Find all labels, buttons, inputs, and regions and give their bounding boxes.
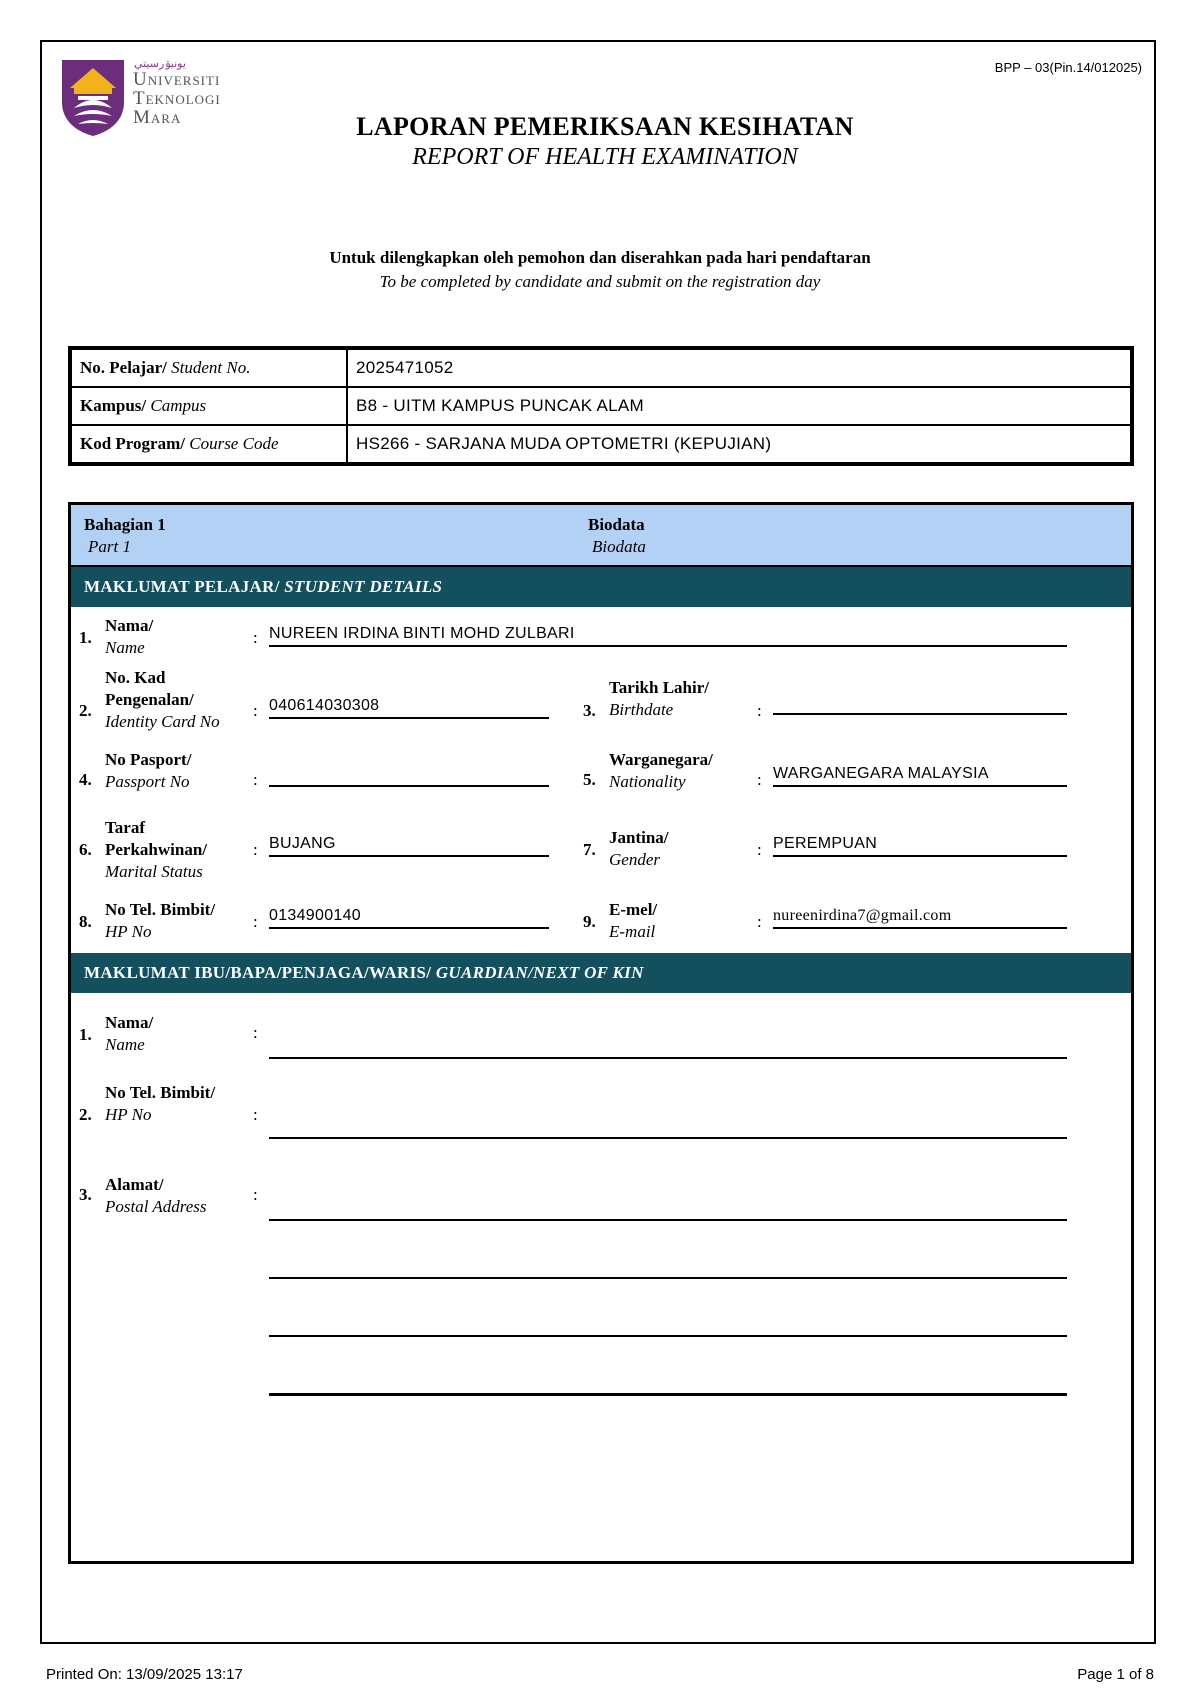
student-name-field[interactable]: NUREEN IRDINA BINTI MOHD ZULBARI bbox=[269, 623, 1067, 647]
guardian-phone-label: No Tel. Bimbit/ HP No bbox=[105, 1083, 216, 1124]
table-row bbox=[70, 425, 1132, 464]
logo-text: Universiti Teknologi Mara bbox=[133, 69, 221, 128]
guardian-address-line-3[interactable] bbox=[269, 1313, 1067, 1337]
field-number: 4. bbox=[79, 770, 92, 789]
title-english: REPORT OF HEALTH EXAMINATION bbox=[412, 144, 798, 170]
field-number: 1. bbox=[79, 1025, 92, 1044]
logo-arabic-text: يونيۏرسيتي bbox=[134, 58, 186, 70]
guardian-address-line-1[interactable] bbox=[269, 1197, 1067, 1221]
section-title: Biodata bbox=[588, 515, 645, 534]
instruction-malay: Untuk dilengkapkan oleh pemohon dan diserahkan pada hari pendaftaran bbox=[329, 248, 871, 267]
guardian-address-line-2[interactable] bbox=[269, 1255, 1067, 1279]
name-label: Nama/ Name bbox=[105, 616, 154, 657]
email-field[interactable]: nureenirdina7@gmail.com bbox=[773, 905, 1067, 929]
field-number: 2. bbox=[79, 701, 92, 720]
page-number: Page 1 of 8 bbox=[1077, 1666, 1154, 1683]
passport-label: No Pasport/ Passport No bbox=[105, 750, 192, 791]
field-number: 3. bbox=[583, 701, 596, 720]
field-number: 1. bbox=[79, 628, 92, 647]
course-code-label: Kod Program/ Course Code bbox=[70, 425, 347, 464]
form-code: BPP – 03(Pin.14/012025) bbox=[994, 60, 1142, 75]
field-number: 9. bbox=[583, 912, 596, 931]
instruction-english: To be completed by candidate and submit on the registration day bbox=[379, 272, 821, 291]
field-number: 5. bbox=[583, 770, 596, 789]
nationality-label: Warganegara/ Nationality bbox=[609, 750, 713, 791]
section-title-en: Biodata bbox=[592, 537, 646, 556]
instruction bbox=[0, 248, 1200, 292]
ic-number-field[interactable]: 040614030308 bbox=[269, 695, 549, 719]
field-number: 2. bbox=[79, 1105, 92, 1124]
student-info-table bbox=[68, 346, 1134, 466]
phone-field[interactable]: 0134900140 bbox=[269, 905, 549, 929]
course-code-value: HS266 - SARJANA MUDA OPTOMETRI (KEPUJIAN) bbox=[347, 425, 1132, 464]
title-malay: LAPORAN PEMERIKSAAN KESIHATAN bbox=[356, 112, 854, 141]
printed-on: Printed On: 13/09/2025 13:17 bbox=[46, 1666, 243, 1683]
gender-field[interactable]: PEREMPUAN bbox=[773, 833, 1067, 857]
document-title bbox=[10, 112, 1200, 171]
biodata-section: Bahagian 1 Part 1 Biodata Biodata MAKLUMAT PELAJAR/ STUDENT DETAILS 1. Nama/ Name : NUREEN IRDINA BINTI MOHD ZULBARI 2. No. Kad Pengenalan/ Identity Card No : 040614030308 3. Tarikh Lahir/ Birthdate : 4. No Pasport/ Passport No : 5. Warganegara/ Nationality : WARGANEGARA MALAYSIA 6. Taraf Perkahwinan/ Marital Status : BUJANG 7. Jantina/ Gender : PEREMPUAN 8. No Tel. Bimbit/ HP No : 0134900140 9. E-mel/ E-mail : nureenirdina7@gmail.com MAKLUMAT IBU/BAPA/PENJAGA/WARIS/ GUARDIAN/NEXT OF KIN 1. Nama/ Name : 2. No Tel. Bimbit/ HP No : 3. Alamat/ Postal Address : bbox=[68, 502, 1134, 1564]
ic-label: No. Kad Pengenalan/ Identity Card No bbox=[105, 668, 220, 731]
student-no-label: No. Pelajar/ Student No. bbox=[70, 348, 347, 387]
guardian-address-line-4[interactable] bbox=[269, 1371, 1067, 1396]
part-label-en: Part 1 bbox=[88, 537, 131, 556]
table-row bbox=[70, 348, 1132, 387]
marital-status-label: Taraf Perkahwinan/ Marital Status bbox=[105, 818, 208, 881]
guardian-name-label: Nama/ Name bbox=[105, 1013, 154, 1054]
email-label: E-mel/ E-mail bbox=[609, 900, 658, 941]
birthdate-field[interactable] bbox=[773, 691, 1067, 715]
table-row bbox=[70, 387, 1132, 425]
nationality-field[interactable]: WARGANEGARA MALAYSIA bbox=[773, 763, 1067, 787]
guardian-address-label: Alamat/ Postal Address bbox=[105, 1175, 207, 1216]
marital-status-field[interactable]: BUJANG bbox=[269, 833, 549, 857]
guardian-name-field[interactable] bbox=[269, 1035, 1067, 1059]
field-number: 3. bbox=[79, 1185, 92, 1204]
passport-field[interactable] bbox=[269, 763, 549, 787]
campus-value: B8 - UITM KAMPUS PUNCAK ALAM bbox=[347, 387, 1132, 425]
phone-label: No Tel. Bimbit/ HP No bbox=[105, 900, 216, 941]
guardian-details-bar: MAKLUMAT IBU/BAPA/PENJAGA/WARIS/ GUARDIAN/NEXT OF KIN bbox=[71, 953, 1131, 993]
guardian-phone-field[interactable] bbox=[269, 1115, 1067, 1139]
birthdate-label: Tarikh Lahir/ Birthdate bbox=[609, 678, 709, 719]
campus-label: Kampus/ Campus bbox=[70, 387, 347, 425]
field-number: 7. bbox=[583, 840, 596, 859]
student-details-bar: MAKLUMAT PELAJAR/ STUDENT DETAILS bbox=[71, 567, 1131, 607]
section-header bbox=[71, 505, 1131, 567]
part-label: Bahagian 1 bbox=[84, 515, 166, 534]
field-number: 6. bbox=[79, 840, 92, 859]
gender-label: Jantina/ Gender bbox=[609, 828, 669, 869]
field-number: 8. bbox=[79, 912, 92, 931]
student-no-value: 2025471052 bbox=[347, 348, 1132, 387]
